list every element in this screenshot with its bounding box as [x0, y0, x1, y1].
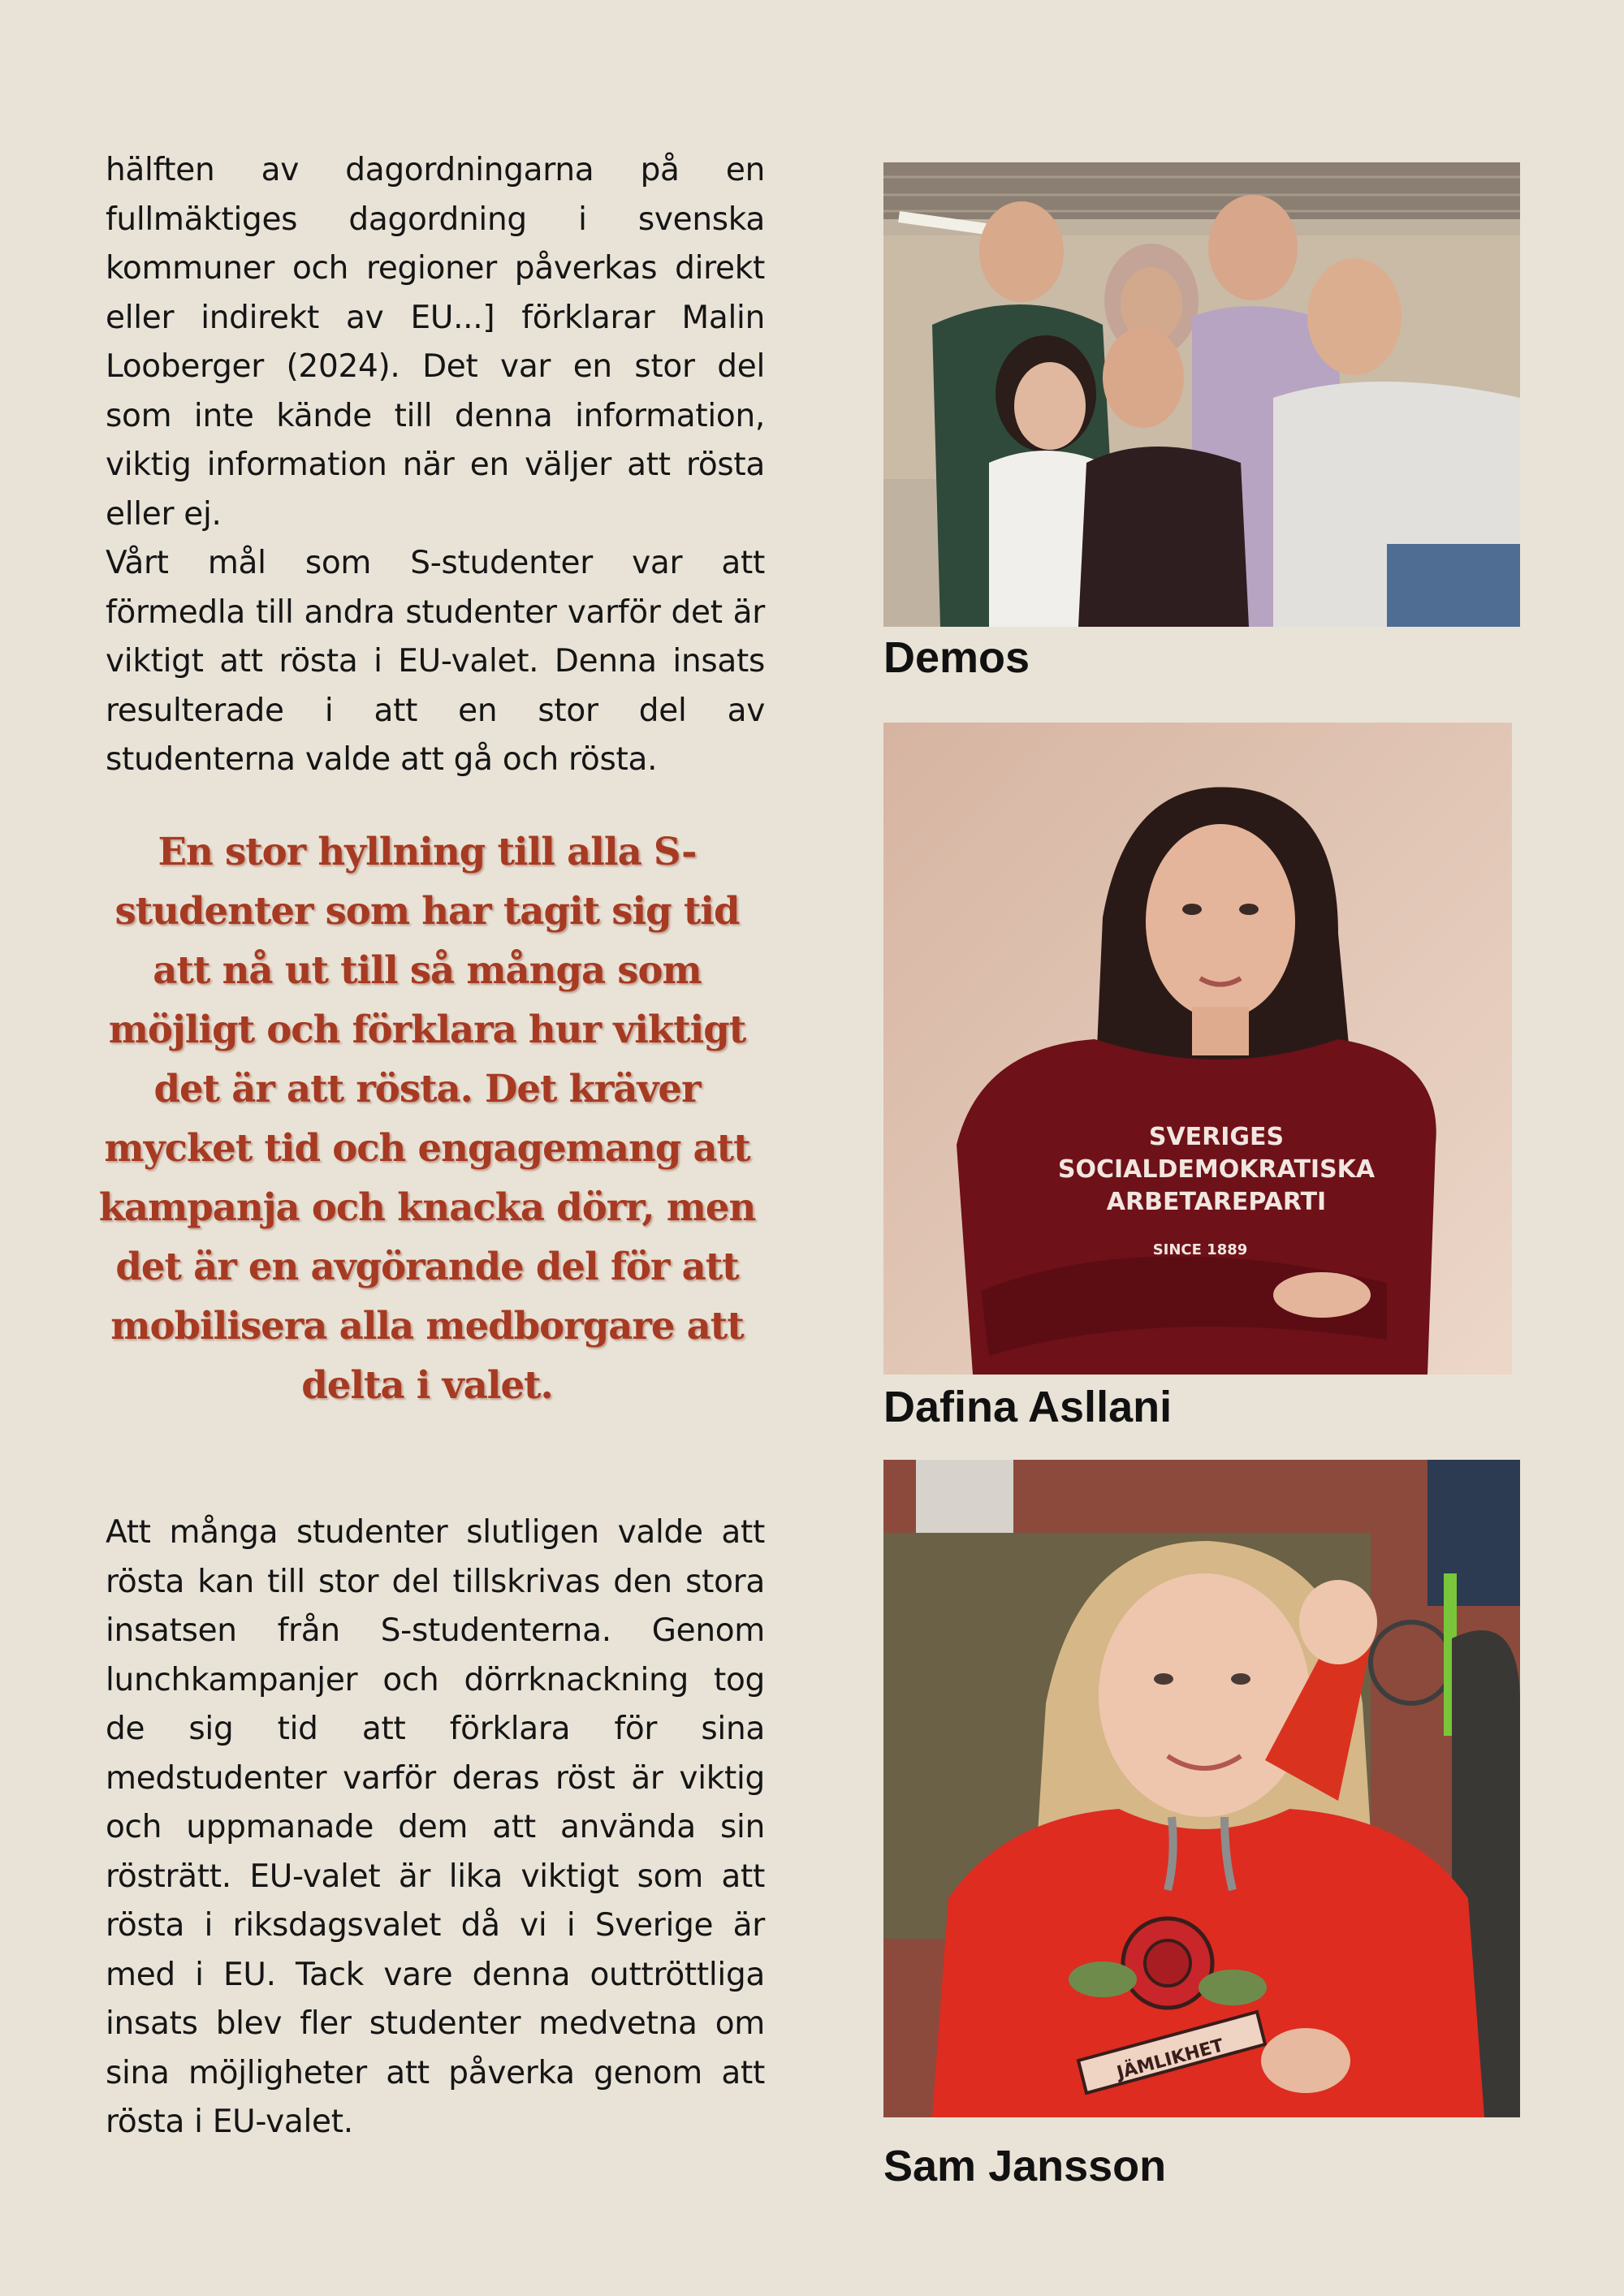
portrait-photo: [883, 723, 1512, 1375]
group-photo: [883, 162, 1520, 627]
paragraph: Vårt mål som S-studenter var att förmedla till andra studenter varför det är viktigt att rösta i EU-valet. Denna insats resulterade i att en stor del av studenterna valde att gå och rösta.: [106, 545, 765, 778]
pull-quote: En stor hyllning till alla S-studenter som har tagit sig tid att nå ut till så många som möjligt och förklara hur viktigt det är att rösta. Det kräver mycket tid och engagemang att kampanja och knacka dörr, men det är en avgörande del för att mobilisera alla medborgare att delta i valet.: [98, 829, 756, 1407]
photo-caption: Sam Jansson: [883, 2142, 1167, 2190]
paragraph: hälften av dagordningarna på en fullmäktiges dagordning i svenska kommuner och regioner påverkas direkt eller indirekt av EU...] förklarar Malin Looberger (2024). Det var en stor del som inte kände till denna information, viktig information när en väljer att rösta eller ej.: [106, 152, 765, 533]
paragraph: Att många studenter slutligen valde att rösta kan till stor del tillskrivas den stora insatsen från S-studenterna. Genom lunchkampanjer och dörrknackning tog de sig tid att förklara för sina medstudenter varför deras röst är viktig och uppmanade dem att använda sin rösträtt. EU-valet är lika viktigt som att rösta i riksdagsvalet då vi i Sverige är med i EU. Tack vare denna outtröttliga insats blev fler studenter medvetna om sina möjligheter att påverka genom att rösta i EU-valet.: [106, 1514, 765, 2140]
sweater-print-line: SVERIGES: [1148, 1123, 1285, 1151]
sweater-print-line: ARBETAREPARTI: [1106, 1188, 1327, 1216]
hoodie-banner-text: JÄMLIKHET: [1114, 2035, 1226, 2084]
sweater-print-line: SINCE 1889: [1152, 1241, 1248, 1258]
photo-caption: Demos: [883, 633, 1030, 682]
article-text-bottom: [106, 1508, 765, 2147]
photo-caption: Dafina Asllani: [883, 1383, 1173, 1431]
portrait-photo: [883, 1460, 1520, 2117]
sweater-print-line: SOCIALDEMOKRATISKA: [1057, 1155, 1376, 1184]
article-text-top: [106, 146, 765, 785]
